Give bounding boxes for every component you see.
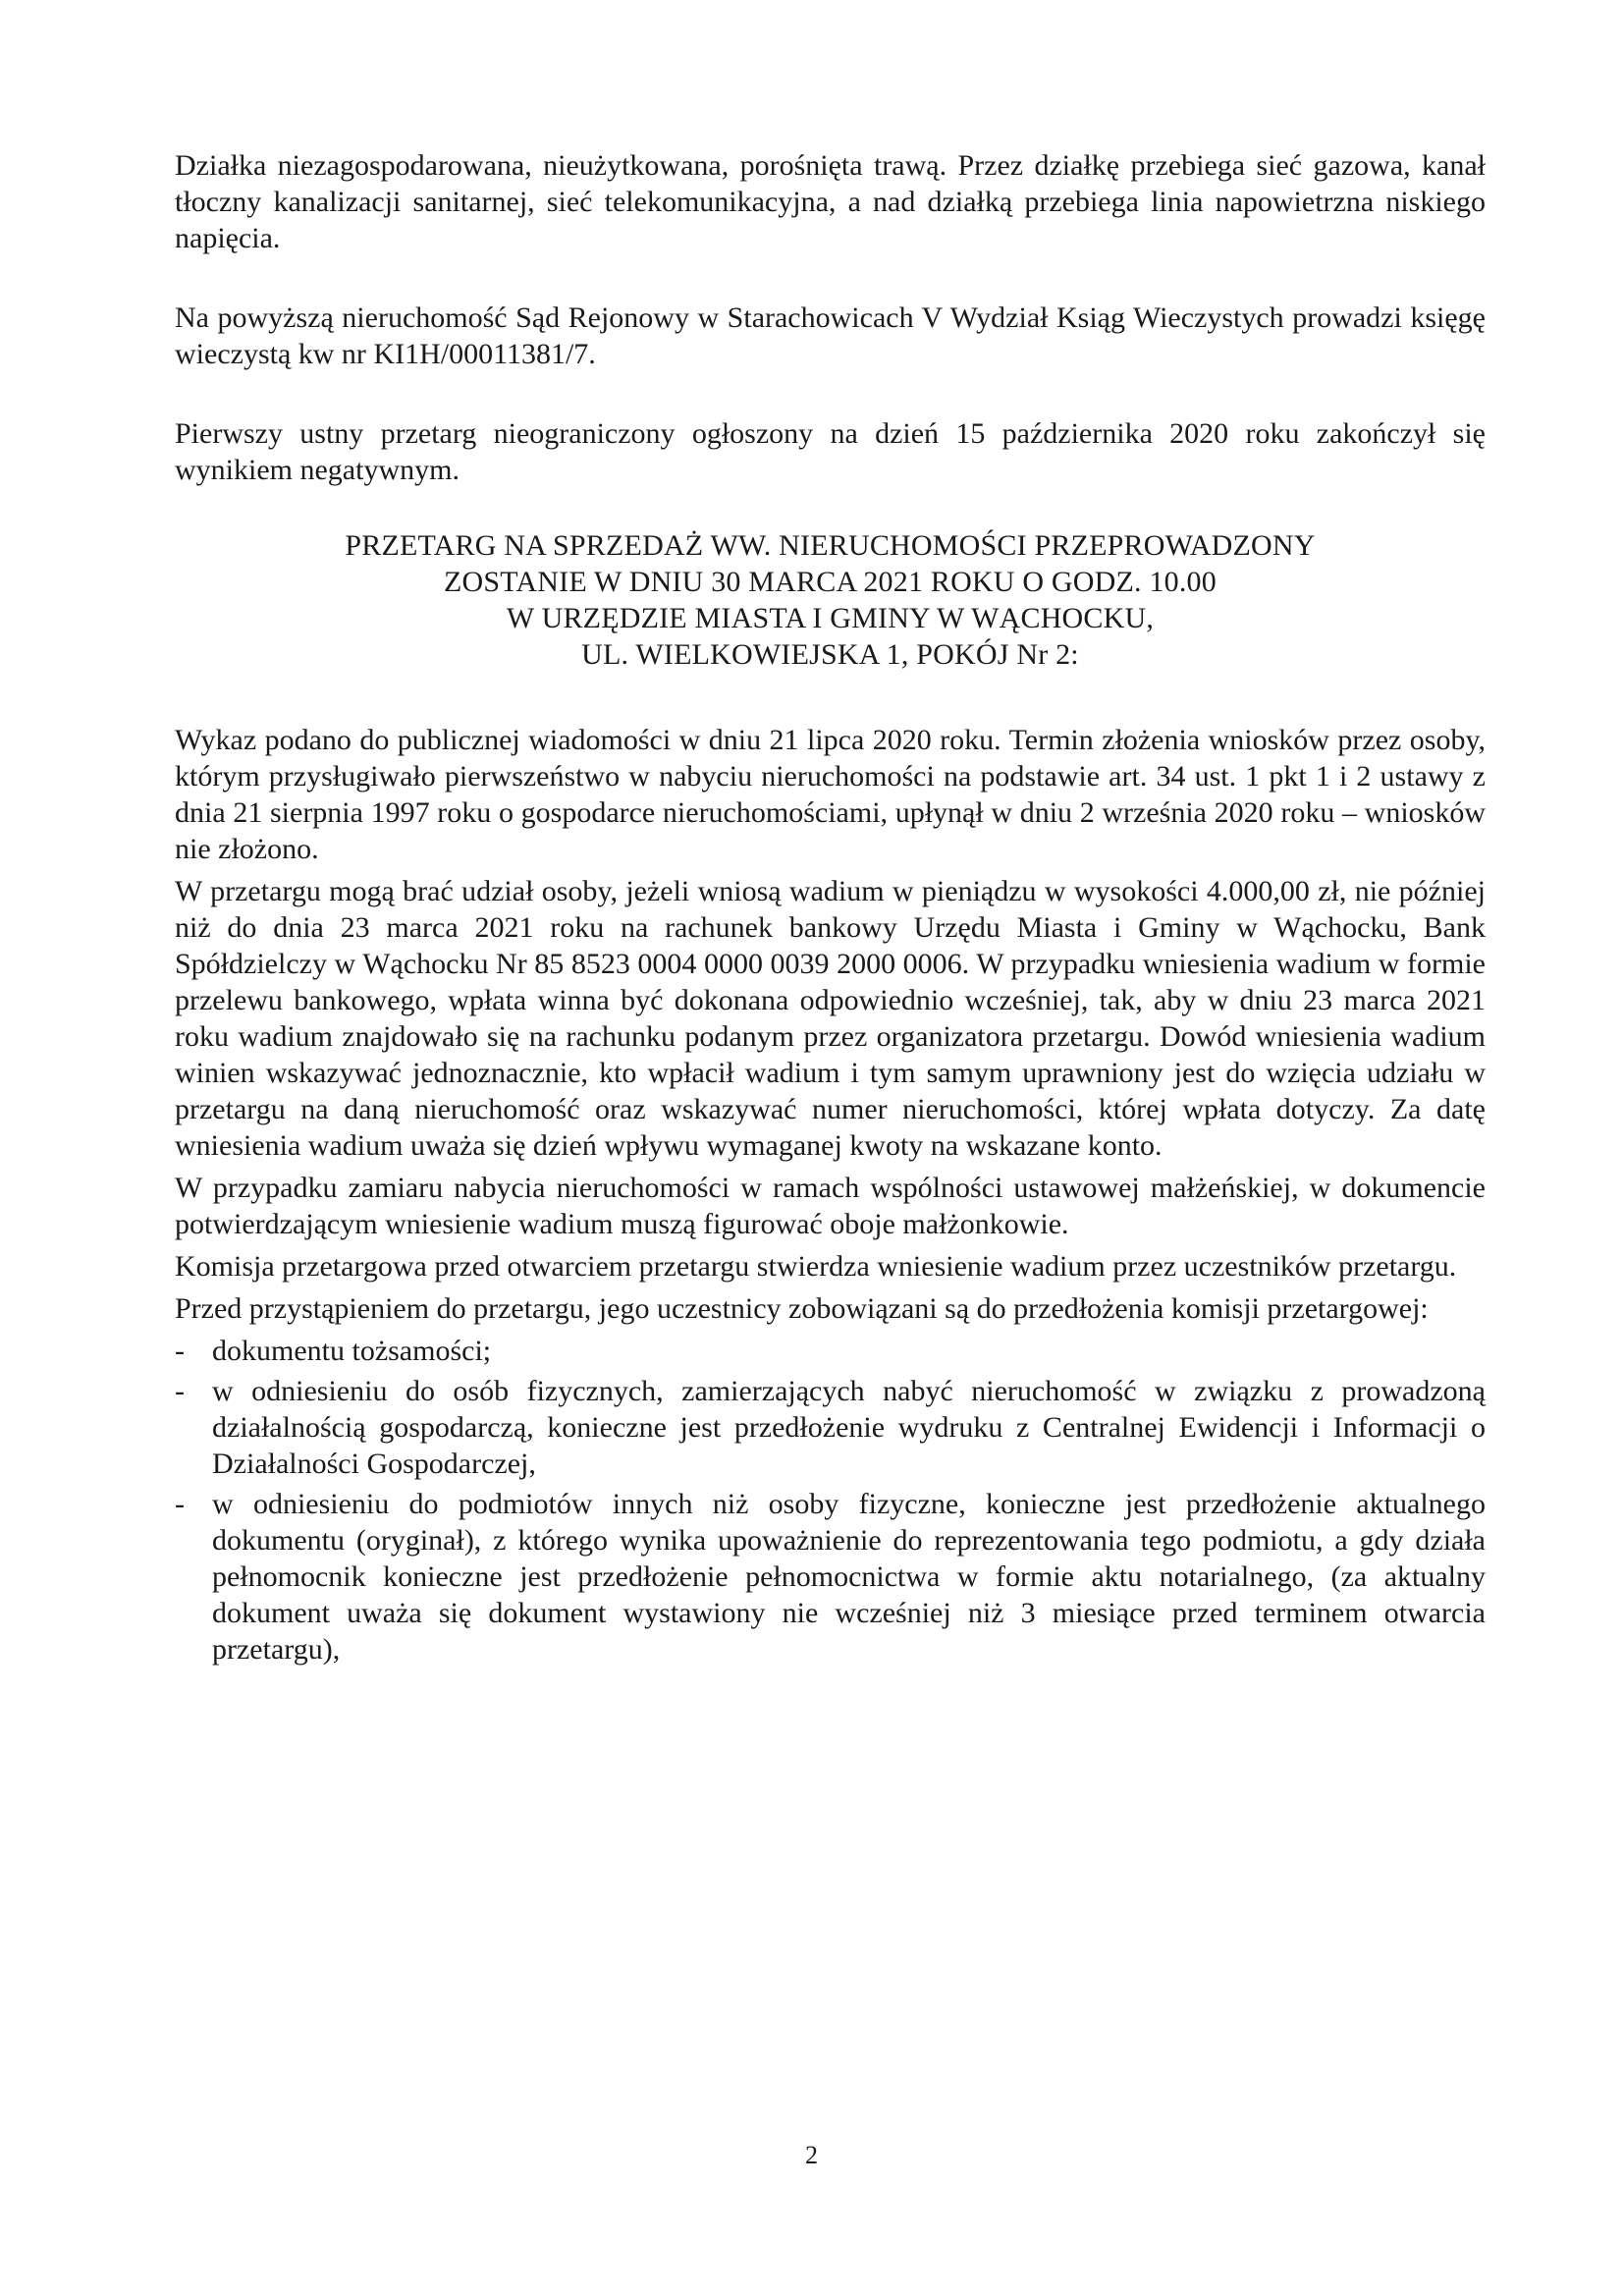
paragraph-plot-description: Działka niezagospodarowana, nieużytkowana, porośnięta trawą. Przez działkę przebiega sieć gazowa, kanał tłoczny kanalizacji sanitarnej, sieć telekomunikacyjna, a nad działką przebiega linia napowietrzna niskiego napięcia. [175, 149, 1486, 254]
list-item [175, 1373, 1486, 1482]
paragraph-first-tender: Pierwszy ustny przetarg nieograniczony ogłoszony na dzień 15 października 2020 roku zakończył się wynikiem negatywnym. [175, 417, 1486, 486]
announcement-line: PRZETARG NA SPRZEDAŻ WW. NIERUCHOMOŚCI PRZEPROWADZONY [345, 529, 1316, 562]
paragraph-commission: Komisja przetargowa przed otwarciem przetargu stwierdza wniesienie wadium przez uczestników przetargu. [175, 1250, 1457, 1283]
paragraph-land-register: Na powyższą nieruchomość Sąd Rejonowy w Starachowicach V Wydział Ksiąg Wieczystych prowadzi księgę wieczystą kw nr KI1H/00011381/7. [175, 301, 1486, 370]
announcement-line: UL. WIELKOWIEJSKA 1, POKÓJ Nr 2: [581, 638, 1079, 671]
list-item-text: dokumentu tożsamości; [212, 1335, 492, 1367]
tender-announcement [175, 527, 1486, 673]
list-item [175, 1486, 1486, 1667]
announcement-line: W URZĘDZIE MIASTA I GMINY W WĄCHOCKU, [506, 602, 1155, 634]
paragraph-deposit: W przetargu mogą brać udział osoby, jeżeli wniosą wadium w pieniądzu w wysokości 4.000,00 zł, nie później niż do dnia 23 marca 2021 roku na rachunek bankowy Urzędu Miasta i Gminy w Wąchocku, Bank Spółdzielczy w Wąchocku Nr 85 8523 0004 0000 0039 2000 0006. W przypadku wniesienia wadium w formie przelewu bankowego, wpłata winna być dokonana odpowiednio wcześniej, tak, aby w dniu 23 marca 2021 roku wadium znajdowało się na rachunku podanym przez organizatora przetargu. Dowód wniesienia wadium winien wskazywać jednoznacznie, kto wpłacił wadium i tym samym uprawniony jest do wzięcia udziału w przetargu na daną nieruchomość oraz wskazywać numer nieruchomości, której wpłata dotyczy. Za datę wniesienia wadium uważa się dzień wpływu wymaganej kwoty na wskazane konto. [175, 875, 1486, 1162]
main-section [175, 722, 1486, 1327]
paragraph-participants-obligations: Przed przystąpieniem do przetargu, jego uczestnicy zobowiązani są do przedłożenia komisji przetargowej: [175, 1292, 1429, 1325]
list-item [175, 1333, 1486, 1369]
page-number: 2 [805, 2141, 818, 2169]
list-item-text: w odniesieniu do podmiotów innych niż osoby fizyczne, konieczne jest przedłożenie aktualnego dokumentu (oryginał), z którego wynika upoważnienie do reprezentowania tego podmiotu, a gdy działa pełnomocnik konieczne jest przedłożenie pełnomocnictwa w formie aktu notarialnego, (za aktualny dokument uważa się dokument wystawiony nie wcześniej niż 3 miesiące przed terminem otwarcia przetargu), [212, 1488, 1486, 1666]
announcement-line: ZOSTANIE W DNIU 30 MARCA 2021 ROKU O GODZ. 10.00 [444, 566, 1217, 598]
list-item-text: w odniesieniu do osób fizycznych, zamierzających nabyć nieruchomość w związku z prowadzoną działalnością gospodarczą, konieczne jest przedłożenie wydruku z Centralnej Ewidencji i Informacji o Działalności Gospodarczej, [212, 1375, 1486, 1480]
page-content [175, 147, 1486, 1671]
requirements-list [175, 1333, 1486, 1667]
paragraph-marital-property: W przypadku zamiaru nabycia nieruchomości w ramach wspólności ustawowej małżeńskiej, w dokumencie potwierdzającym wniesienie wadium muszą figurować oboje małżonkowie. [175, 1172, 1486, 1240]
list-dash: - [175, 1335, 185, 1367]
list-dash: - [175, 1488, 185, 1520]
list-dash: - [175, 1375, 185, 1407]
paragraph-notice-published: Wykaz podano do publicznej wiadomości w dniu 21 lipca 2020 roku. Termin złożenia wniosków przez osoby, którym przysługiwało pierwszeństwo w nabyciu nieruchomości na podstawie art. 34 ust. 1 pkt 1 i 2 ustawy z dnia 21 sierpnia 1997 roku o gospodarce nieruchomościami, upłynął w dniu 2 września 2020 roku – wniosków nie złożono. [175, 724, 1486, 865]
intro-section [175, 147, 1486, 488]
